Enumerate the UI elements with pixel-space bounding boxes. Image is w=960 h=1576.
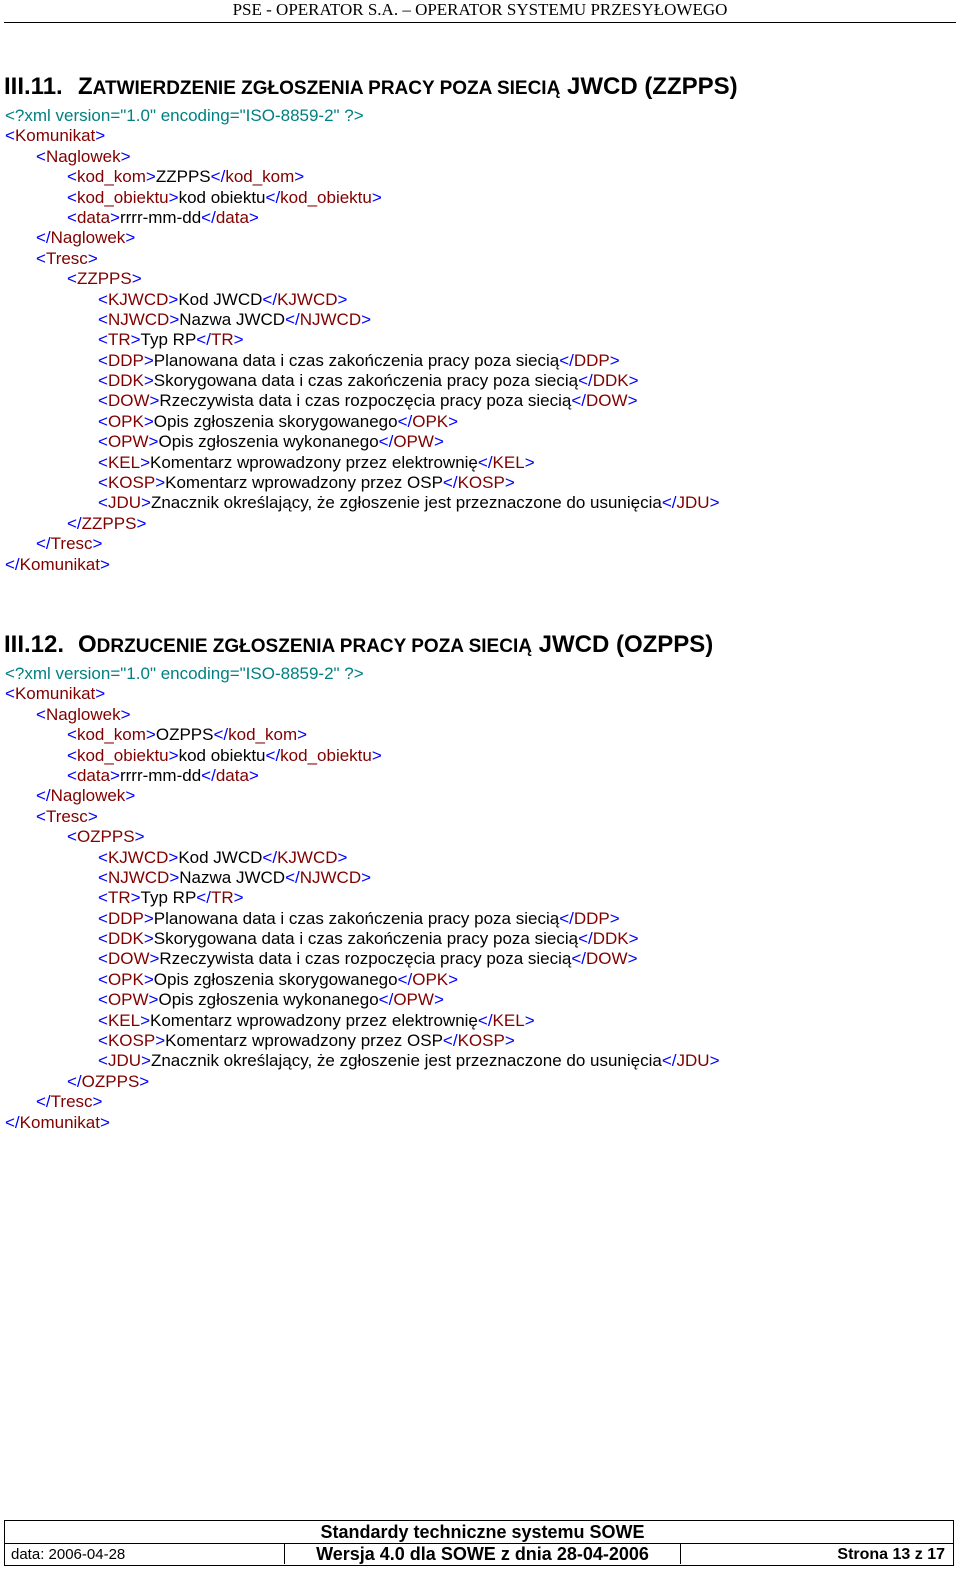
code-line: <JDU>Znacznik określający, że zgłoszenie jest przeznaczone do usunięcia</JDU> — [98, 1051, 720, 1071]
xml-tag-name: DOW — [107, 949, 150, 969]
xml-tag-name: JDU — [676, 1051, 710, 1071]
xml-tag-name: OZPPS — [81, 1071, 140, 1091]
xml-tag-name: Tresc — [50, 1092, 93, 1112]
title-small-caps: DRZUCENIE ZGŁOSZENIA PRACY POZA SIECIĄ — [96, 636, 532, 657]
xml-tag-name: KOSP — [457, 1031, 505, 1051]
xml-tag-name: kod_kom — [225, 167, 295, 187]
xml-value: Skorygowana data i czas zakończenia pracy poza siecią — [153, 929, 579, 949]
xml-tag-name: Naglowek — [50, 786, 126, 806]
xml-value: Opis zgłoszenia skorygowanego — [153, 969, 398, 989]
xml-value: Komentarz wprowadzony przez elektrownię — [150, 1010, 478, 1030]
code-line: <data>rrrr-mm-dd</data> — [67, 765, 259, 785]
code-line: <Tresc> — [36, 806, 98, 826]
code-line: <ZZPPS> — [67, 269, 142, 289]
code-line: <kod_obiektu>kod obiektu</kod_obiektu> — [67, 187, 382, 207]
code-line: <Komunikat> — [5, 684, 106, 704]
xml-tag-name: DDP — [107, 908, 144, 928]
code-line: <DDP>Planowana data i czas zakończenia pracy poza siecią</DDP> — [98, 908, 620, 928]
code-line: <KOSP>Komentarz wprowadzony przez OSP</KOSP> — [98, 473, 515, 493]
xml-tag-name: Komunikat — [19, 554, 100, 574]
xml-tag-name: kod_obiektu — [76, 187, 169, 207]
code-line: <KEL>Komentarz wprowadzony przez elektrownię</KEL> — [98, 452, 535, 472]
xml-tag-name: kod_obiektu — [280, 745, 372, 765]
xml-tag-name: kod_kom — [76, 167, 146, 187]
xml-tag-name: OPK — [412, 969, 449, 989]
section-number: III.12. — [4, 631, 65, 658]
code-line: <OPW>Opis zgłoszenia wykonanego</OPW> — [98, 990, 444, 1010]
code-line: <Naglowek> — [36, 146, 131, 166]
xml-value: Typ RP — [140, 888, 197, 908]
code-line: </Naglowek> — [36, 786, 136, 806]
section-title-zzpps — [4, 72, 738, 102]
xml-value: Nazwa JWCD — [179, 867, 286, 887]
xml-tag-name: KEL — [492, 452, 525, 472]
code-line: <DDK>Skorygowana data i czas zakończenia pracy poza siecią</DDK> — [98, 371, 639, 391]
xml-block-zzpps — [5, 106, 945, 575]
xml-value: Planowana data i czas zakończenia pracy poza siecią — [153, 350, 560, 370]
xml-tag-name: JDU — [676, 493, 710, 513]
code-line: <OZPPS> — [67, 827, 145, 847]
code-line: <DOW>Rzeczywista data i czas rozpoczęcia pracy poza siecią</DOW> — [98, 391, 638, 411]
xml-tag-name: Komunikat — [19, 1112, 100, 1132]
code-line: <data>rrrr-mm-dd</data> — [67, 207, 259, 227]
xml-tag-name: DOW — [586, 391, 628, 411]
section-number: III.11. — [4, 73, 63, 100]
xml-tag-name: data — [76, 207, 111, 227]
code-line: <NJWCD>Nazwa JWCD</NJWCD> — [98, 867, 372, 887]
xml-value: rrrr-mm-dd — [119, 765, 202, 785]
xml-value: Znacznik określający, że zgłoszenie jest przeznaczone do usunięcia — [150, 493, 662, 513]
xml-tag-name: TR — [107, 888, 131, 908]
xml-value: Nazwa JWCD — [179, 309, 286, 329]
xml-value: OZPPS — [155, 725, 214, 745]
xml-tag-name: DDP — [107, 350, 144, 370]
xml-value: Znacznik określający, że zgłoszenie jest przeznaczone do usunięcia — [150, 1051, 662, 1071]
page-header: PSE - OPERATOR S.A. – OPERATOR SYSTEMU PRZESYŁOWEGO — [4, 0, 956, 23]
code-line: <JDU>Znacznik określający, że zgłoszenie jest przeznaczone do usunięcia</JDU> — [98, 493, 720, 513]
code-line: <NJWCD>Nazwa JWCD</NJWCD> — [98, 309, 372, 329]
xml-tag-name: TR — [210, 888, 234, 908]
code-line: </ZZPPS> — [67, 513, 147, 533]
xml-value: Rzeczywista data i czas rozpoczęcia pracy poza siecią — [159, 949, 572, 969]
xml-tag-name: KJWCD — [277, 289, 338, 309]
xml-tag-name: NJWCD — [299, 309, 362, 329]
xml-tag-name: data — [215, 765, 249, 785]
xml-tag-name: TR — [107, 330, 131, 350]
xml-declaration: <?xml version="1.0" encoding="ISO-8859-2" ?> — [5, 664, 364, 683]
code-line: <KJWCD>Kod JWCD</KJWCD> — [98, 289, 348, 309]
code-line — [5, 664, 945, 684]
xml-value: Kod JWCD — [178, 847, 263, 867]
xml-tag-name: OPK — [107, 411, 144, 431]
code-line: <TR>Typ RP</TR> — [98, 888, 244, 908]
footer-title: Standardy techniczne systemu SOWE — [320, 1522, 645, 1542]
code-line: </Naglowek> — [36, 228, 136, 248]
code-line: <KJWCD>Kod JWCD</KJWCD> — [98, 847, 348, 867]
xml-tag-name: DOW — [586, 949, 628, 969]
xml-tag-name: DDK — [107, 929, 144, 949]
xml-value: Opis zgłoszenia wykonanego — [158, 990, 379, 1010]
code-line: <DDP>Planowana data i czas zakończenia pracy poza siecią</DDP> — [98, 350, 620, 370]
xml-tag-name: KJWCD — [107, 847, 169, 867]
page-footer — [4, 1520, 954, 1566]
xml-tag-name: KOSP — [457, 473, 505, 493]
title-rest: JWCD (ZZPPS) — [560, 73, 738, 100]
section-title-ozpps — [4, 630, 713, 660]
xml-tag-name: Naglowek — [45, 704, 121, 724]
xml-tag-name: Naglowek — [45, 146, 121, 166]
xml-value: Komentarz wprowadzony przez elektrownię — [150, 452, 478, 472]
xml-tag-name: KEL — [107, 1010, 141, 1030]
xml-value: kod obiektu — [178, 187, 266, 207]
xml-block-ozpps — [5, 664, 945, 1133]
xml-tag-name: Tresc — [45, 248, 88, 268]
xml-tag-name: Tresc — [50, 534, 93, 554]
xml-tag-name: Tresc — [45, 806, 88, 826]
code-line: </Komunikat> — [5, 1112, 110, 1132]
code-line: <kod_kom>OZPPS</kod_kom> — [67, 725, 308, 745]
xml-value: Skorygowana data i czas zakończenia pracy poza siecią — [153, 371, 579, 391]
xml-tag-name: KOSP — [107, 473, 156, 493]
xml-value: Kod JWCD — [178, 289, 263, 309]
xml-value: ZZPPS — [155, 167, 211, 187]
xml-tag-name: Komunikat — [14, 684, 96, 704]
code-line: <DDK>Skorygowana data i czas zakończenia pracy poza siecią</DDK> — [98, 929, 639, 949]
xml-value: Typ RP — [140, 330, 197, 350]
xml-tag-name: KJWCD — [277, 847, 338, 867]
xml-value: kod obiektu — [178, 745, 266, 765]
code-line: <DOW>Rzeczywista data i czas rozpoczęcia pracy poza siecią</DOW> — [98, 949, 638, 969]
xml-tag-name: NJWCD — [107, 309, 170, 329]
title-initial: Z — [78, 73, 93, 100]
footer-page-number: Strona 13 z 17 — [680, 1543, 953, 1564]
xml-tag-name: DDK — [107, 371, 144, 391]
xml-tag-name: DDK — [592, 929, 629, 949]
code-line: <Naglowek> — [36, 704, 131, 724]
xml-value: Opis zgłoszenia wykonanego — [158, 432, 379, 452]
xml-value: rrrr-mm-dd — [119, 207, 202, 227]
xml-tag-name: OPW — [107, 990, 149, 1010]
code-line: <KOSP>Komentarz wprowadzony przez OSP</KOSP> — [98, 1031, 515, 1051]
xml-tag-name: KEL — [107, 452, 141, 472]
xml-tag-name: kod_kom — [228, 725, 298, 745]
xml-declaration: <?xml version="1.0" encoding="ISO-8859-2" ?> — [5, 106, 364, 125]
xml-tag-name: data — [76, 765, 111, 785]
xml-tag-name: KOSP — [107, 1031, 156, 1051]
xml-value: Komentarz wprowadzony przez OSP — [165, 1031, 443, 1051]
xml-value: Opis zgłoszenia skorygowanego — [153, 411, 398, 431]
footer-date: data: 2006-04-28 — [5, 1543, 285, 1564]
xml-tag-name: OPK — [107, 969, 144, 989]
xml-tag-name: OPW — [107, 432, 149, 452]
xml-tag-name: NJWCD — [107, 867, 170, 887]
xml-tag-name: NJWCD — [299, 867, 362, 887]
xml-tag-name: OPK — [412, 411, 449, 431]
xml-tag-name: JDU — [107, 1051, 141, 1071]
xml-tag-name: kod_obiektu — [76, 745, 169, 765]
xml-tag-name: kod_obiektu — [280, 187, 372, 207]
xml-tag-name: JDU — [107, 493, 141, 513]
footer-version: Wersja 4.0 dla SOWE z dnia 28-04-2006 — [285, 1543, 680, 1565]
code-line: <TR>Typ RP</TR> — [98, 330, 244, 350]
xml-tag-name: OPW — [393, 432, 434, 452]
title-small-caps: ATWIERDZENIE ZGŁOSZENIA PRACY POZA SIECIĄ — [92, 78, 561, 99]
code-line: </OZPPS> — [67, 1071, 150, 1091]
code-line: <kod_obiektu>kod obiektu</kod_obiektu> — [67, 745, 382, 765]
code-line: <OPK>Opis zgłoszenia skorygowanego</OPK> — [98, 411, 459, 431]
code-line: <KEL>Komentarz wprowadzony przez elektrownię</KEL> — [98, 1010, 535, 1030]
xml-value: Planowana data i czas zakończenia pracy poza siecią — [153, 908, 560, 928]
xml-tag-name: OPW — [393, 990, 434, 1010]
xml-tag-name: OZPPS — [76, 827, 135, 847]
xml-tag-name: DDK — [592, 371, 629, 391]
xml-value: Komentarz wprowadzony przez OSP — [165, 473, 443, 493]
code-line: </Komunikat> — [5, 554, 110, 574]
xml-tag-name: ZZPPS — [76, 269, 132, 289]
xml-tag-name: DOW — [107, 391, 150, 411]
code-line: <OPW>Opis zgłoszenia wykonanego</OPW> — [98, 432, 444, 452]
code-line: <kod_kom>ZZPPS</kod_kom> — [67, 167, 305, 187]
code-line: <Tresc> — [36, 248, 98, 268]
title-initial: O — [78, 631, 97, 658]
xml-tag-name: Naglowek — [50, 228, 126, 248]
xml-tag-name: kod_kom — [76, 725, 146, 745]
xml-tag-name: DDP — [573, 908, 610, 928]
xml-tag-name: ZZPPS — [81, 513, 137, 533]
code-line: </Tresc> — [36, 1092, 103, 1112]
xml-tag-name: KEL — [492, 1010, 525, 1030]
title-rest: JWCD (OZPPS) — [531, 631, 714, 658]
code-line — [5, 106, 945, 126]
code-line: <Komunikat> — [5, 126, 106, 146]
xml-value: Rzeczywista data i czas rozpoczęcia pracy poza siecią — [159, 391, 572, 411]
code-line: <OPK>Opis zgłoszenia skorygowanego</OPK> — [98, 969, 459, 989]
xml-tag-name: DDP — [573, 350, 610, 370]
xml-tag-name: data — [215, 207, 249, 227]
xml-tag-name: TR — [210, 330, 234, 350]
code-line: </Tresc> — [36, 534, 103, 554]
xml-tag-name: Komunikat — [14, 126, 96, 146]
xml-tag-name: KJWCD — [107, 289, 169, 309]
